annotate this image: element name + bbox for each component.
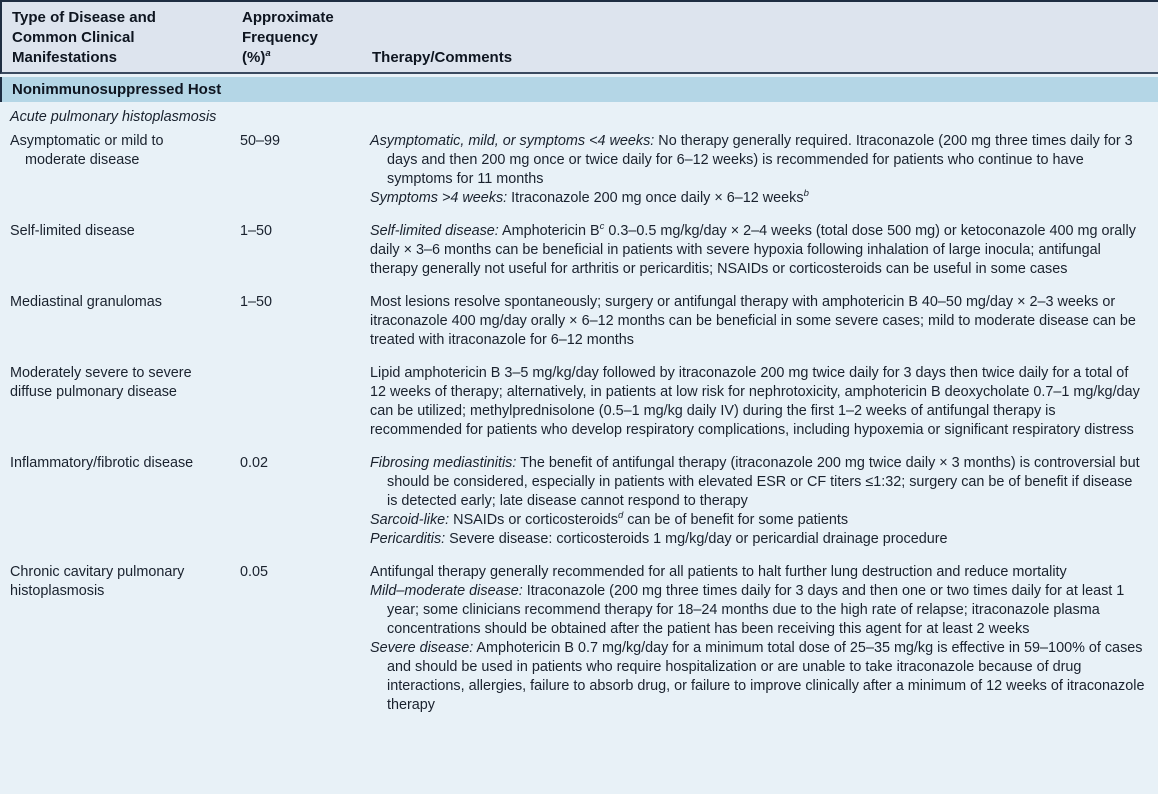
therapy-paragraph [370,639,1146,715]
text-segment: Amphotericin B 0.7 mg/kg/day for a minimum total dose of 25–35 mg/kg is effective in 59–100% of cases and should be used in patients who require hospitalization or are unable to take itraconazole because of drug interactions, allergies, failure to absorb drug, or failure to improve clinically after a minimum of 12 weeks of itraconazole therapy [387,640,1145,713]
manifestation-cell [0,222,240,279]
therapy-cell [370,132,1158,208]
therapy-paragraph [370,222,1146,279]
therapy-paragraph [370,582,1146,639]
text-segment: Itraconazole (200 mg three times daily for 3 days and then one or two times daily for at least 1 year; some clinicians recommend therapy for 18–24 months due to the high rate of relapse; itraconazole plasma concentrations should be obtained after the patient has been receiving this agent for at least 2 weeks [387,583,1125,637]
table-header-row [0,2,1158,74]
col-header-frequency-line [242,48,372,68]
manifestation-line: Asymptomatic or mild to [10,133,164,149]
manifestation-line: Inflammatory/fibrotic disease [10,455,194,471]
therapy-paragraph [370,511,1146,530]
footnote-marker: a [265,48,271,59]
col-header-disease-line: Common Clinical [12,29,135,46]
manifestation-line: diffuse pulmonary disease [10,384,177,400]
manifestation-cell [0,454,240,549]
col-header-disease [2,8,242,68]
frequency-cell: 1–50 [240,294,273,310]
table-row [0,132,1158,208]
col-header-therapy [372,8,1158,68]
text-segment: No therapy generally required. Itraconazole (200 mg three times daily for 3 days and then 200 mg once or twice daily for 6–12 weeks) is recommended for patients who continue to have symptoms for 11 months [387,133,1133,187]
text-segment: Severe disease: corticosteroids 1 mg/kg/day or pericardial drainage procedure [445,531,948,547]
manifestation-line: moderate disease [25,152,140,168]
text-segment: Severe disease: [370,640,474,656]
table-row [0,222,1158,279]
col-header-disease-line: Type of Disease and [12,9,156,26]
text-segment: Itraconazole 200 mg once daily × 6–12 weeks [507,190,804,206]
manifestation-line: Mediastinal granulomas [10,294,162,310]
table-row [0,563,1158,715]
manifestation-cell [0,364,240,440]
therapy-paragraph [370,132,1146,189]
therapy-paragraph [370,293,1146,350]
text-segment: can be of benefit for some patients [623,512,849,528]
text-segment: Most lesions resolve spontaneously; surgery or antifungal therapy with amphotericin B 40–50 mg/day × 2–3 weeks or itraconazole 400 mg/day orally × 6–12 months can be beneficial in some severe cases; mild to moderate disease can be treated with itraconazole for 6–12 months [370,294,1136,348]
col-header-disease-line: Manifestations [12,49,118,66]
table-body [0,132,1158,715]
table-row [0,293,1158,350]
manifestation-line: Self-limited disease [10,223,135,239]
manifestation-line: Chronic cavitary pulmonary [10,564,185,580]
text-segment: Antifungal therapy generally recommended for all patients to halt further lung destruction and reduce mortality [370,564,1067,580]
text-segment: Asymptomatic, mild, or symptoms <4 weeks: [370,133,655,149]
frequency-cell [240,364,370,440]
table-row [0,454,1158,549]
table-row [0,364,1158,440]
therapy-cell [370,563,1158,715]
text-segment: Lipid amphotericin B 3–5 mg/kg/day followed by itraconazole 200 mg twice daily for 3 days then twice daily for a total of 12 weeks of therapy; alternatively, in patients at low risk for nephrotoxicity, amphotericin B deoxycholate 0.7–1 mg/kg/day can be utilized; methylprednisolone (0.5–1 mg/kg daily IV) during the first 1–2 weeks of antifungal therapy is recommended for patients who develop respiratory complications, including hypoxemia or significant respiratory distress [370,365,1140,438]
text-segment: Sarcoid-like: [370,512,450,528]
section-title: Nonimmunosuppressed Host [12,81,222,98]
therapy-cell [370,222,1158,279]
section-header [0,77,1158,102]
col-header-frequency-line: Approximate [242,9,334,26]
therapy-paragraph [370,530,1146,549]
therapy-paragraph [370,364,1146,440]
therapy-paragraph [370,563,1146,582]
frequency-cell: 1–50 [240,223,273,239]
subsection-header [0,102,1158,127]
frequency-unit: (%) [242,49,266,66]
therapy-cell [370,454,1158,549]
subsection-title: Acute pulmonary histoplasmosis [10,109,217,125]
frequency-cell: 50–99 [240,133,281,149]
manifestation-line: histoplasmosis [10,583,105,599]
text-segment: Amphotericin B [498,223,600,239]
frequency-cell: 0.02 [240,455,269,471]
text-segment: Symptoms >4 weeks: [370,190,508,206]
text-segment: Fibrosing mediastinitis: [370,455,517,471]
therapy-cell [370,293,1158,350]
text-segment: Mild–moderate disease: [370,583,523,599]
frequency-cell: 0.05 [240,564,269,580]
text-segment: The benefit of antifungal therapy (itraconazole 200 mg twice daily × 3 months) is controversial but should be considered, especially in patients with elevated ESR or CF titers ≤1:32; surgery can be of benefit if disease is detected early; late disease cannot respond to therapy [387,455,1140,509]
text-segment: Pericarditis: [370,531,446,547]
col-header-therapy-label: Therapy/Comments [372,49,513,66]
therapy-paragraph [370,189,1146,208]
manifestation-cell [0,132,240,208]
text-segment: 0.3–0.5 mg/kg/day × 2–4 weeks (total dose 500 mg) or ketoconazole 400 mg orally daily × 3–6 months can be beneficial in patients with severe hypoxia following inhalation of large inocula; antifungal therapy generally not useful for arthritis or pericarditis; NSAIDs or corticosteroids can be useful in some cases [370,223,1136,277]
therapy-cell [370,364,1158,440]
manifestation-cell [0,563,240,715]
footnote-marker: c [599,221,605,233]
col-header-frequency-line: Frequency [242,29,318,46]
manifestation-cell [0,293,240,350]
col-header-frequency [242,8,372,68]
text-segment: Self-limited disease: [370,223,499,239]
footnote-marker: d [617,510,624,522]
manifestation-line: Moderately severe to severe [10,365,192,381]
text-segment: NSAIDs or corticosteroids [449,512,618,528]
therapy-paragraph [370,454,1146,511]
footnote-marker: b [803,188,809,200]
